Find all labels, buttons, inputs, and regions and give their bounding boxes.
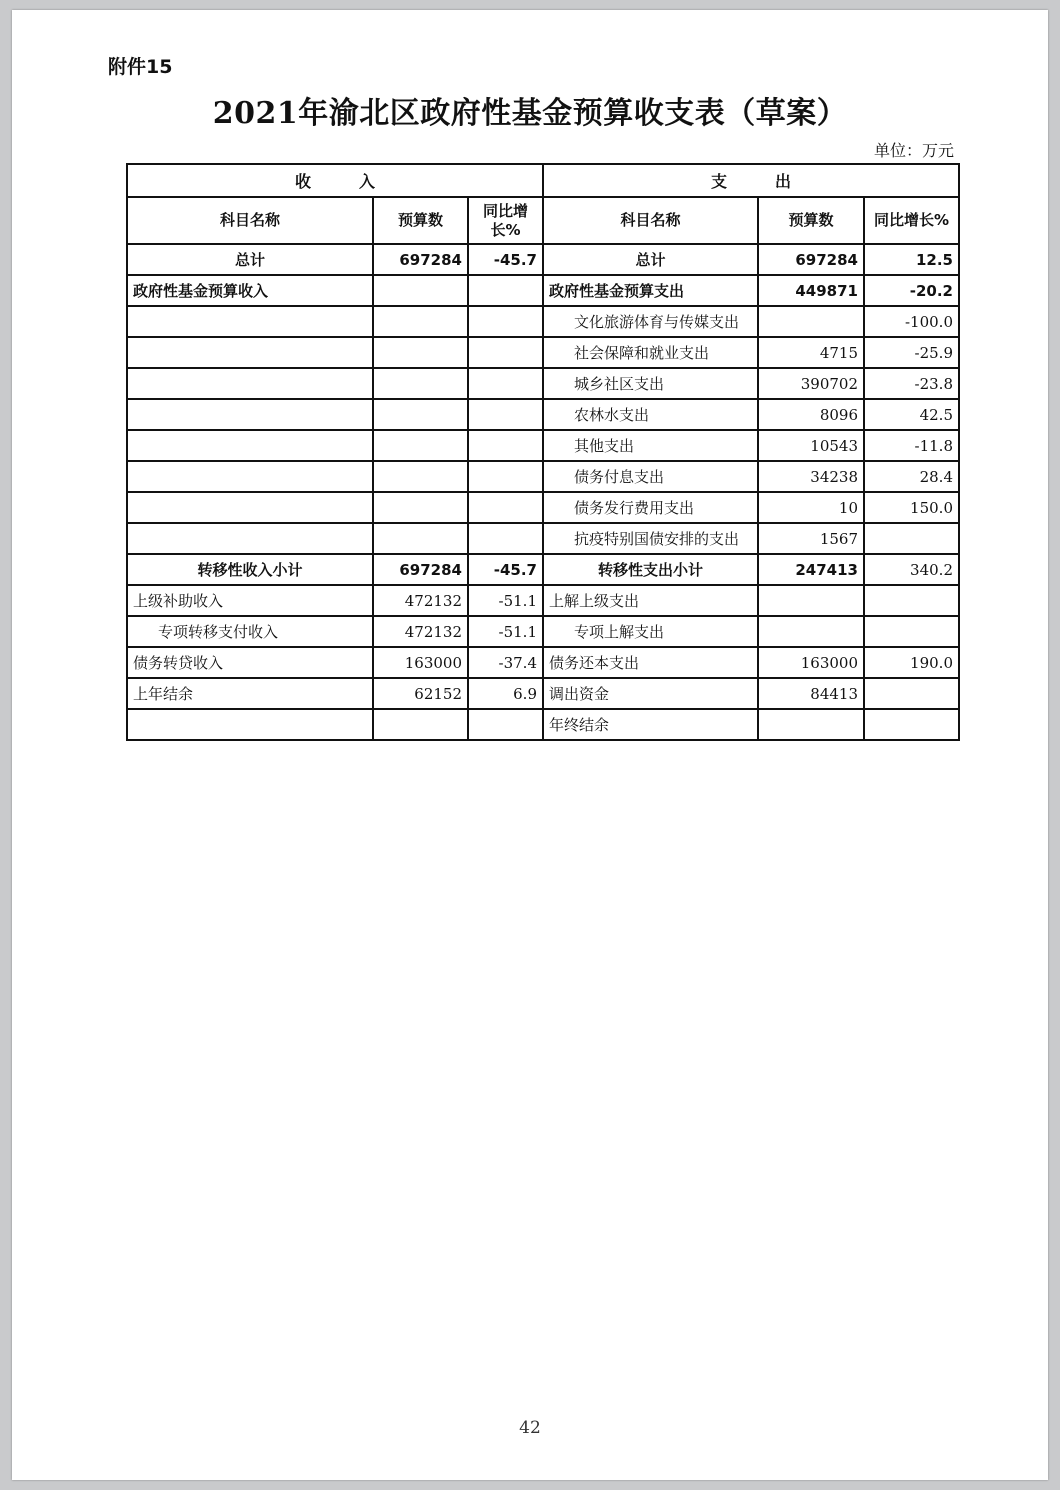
income-growth: 6.9 — [468, 678, 543, 709]
expense-subject: 年终结余 — [543, 709, 758, 740]
income-budget — [373, 337, 468, 368]
table-row — [127, 337, 959, 368]
income-budget — [373, 275, 468, 306]
expense-growth: -100.0 — [864, 306, 959, 337]
income-budget: 62152 — [373, 678, 468, 709]
table-row — [127, 430, 959, 461]
col-header-income-growth: 同比增长% — [468, 197, 543, 244]
col-header-income-subject: 科目名称 — [127, 197, 373, 244]
expense-growth: 190.0 — [864, 647, 959, 678]
table-row — [127, 585, 959, 616]
table-row — [127, 399, 959, 430]
expense-growth — [864, 616, 959, 647]
page-title: 2021年渝北区政府性基金预算收支表（草案） — [212, 96, 848, 131]
table-row — [127, 616, 959, 647]
expense-growth: 340.2 — [864, 554, 959, 585]
income-subject: 上级补助收入 — [127, 585, 373, 616]
income-subject: 上年结余 — [127, 678, 373, 709]
income-growth — [468, 709, 543, 740]
expense-budget: 163000 — [758, 647, 864, 678]
page-number: 42 — [519, 1418, 541, 1438]
expense-growth: 150.0 — [864, 492, 959, 523]
expense-growth: 28.4 — [864, 461, 959, 492]
income-growth — [468, 523, 543, 554]
expense-subject: 债务还本支出 — [543, 647, 758, 678]
expense-budget: 10543 — [758, 430, 864, 461]
income-budget — [373, 523, 468, 554]
expense-subject: 其他支出 — [543, 430, 758, 461]
expense-subject: 文化旅游体育与传媒支出 — [543, 306, 758, 337]
expense-subject: 农林水支出 — [543, 399, 758, 430]
income-growth — [468, 399, 543, 430]
income-budget: 163000 — [373, 647, 468, 678]
expense-subject: 债务付息支出 — [543, 461, 758, 492]
income-section-label: 收 入 — [127, 164, 543, 197]
income-growth — [468, 430, 543, 461]
income-budget — [373, 430, 468, 461]
col-header-expense-growth: 同比增长% — [864, 197, 959, 244]
expense-budget — [758, 585, 864, 616]
expense-growth — [864, 523, 959, 554]
income-budget — [373, 399, 468, 430]
expense-section-label: 支 出 — [543, 164, 959, 197]
income-subject — [127, 430, 373, 461]
income-budget — [373, 306, 468, 337]
income-growth — [468, 306, 543, 337]
expense-budget: 10 — [758, 492, 864, 523]
table-row — [127, 368, 959, 399]
expense-subject: 债务发行费用支出 — [543, 492, 758, 523]
expense-growth: -25.9 — [864, 337, 959, 368]
expense-budget: 697284 — [758, 244, 864, 275]
table-row — [127, 275, 959, 306]
col-header-expense-subject: 科目名称 — [543, 197, 758, 244]
expense-growth: -11.8 — [864, 430, 959, 461]
expense-subject: 社会保障和就业支出 — [543, 337, 758, 368]
expense-subject: 抗疫特别国债安排的支出 — [543, 523, 758, 554]
expense-subject: 转移性支出小计 — [543, 554, 758, 585]
table-row — [127, 647, 959, 678]
income-subject — [127, 306, 373, 337]
expense-budget — [758, 306, 864, 337]
section-header-row — [127, 164, 959, 197]
income-growth — [468, 368, 543, 399]
income-budget — [373, 709, 468, 740]
expense-budget: 1567 — [758, 523, 864, 554]
table-row — [127, 523, 959, 554]
income-subject — [127, 337, 373, 368]
expense-growth: 12.5 — [864, 244, 959, 275]
income-growth: -51.1 — [468, 585, 543, 616]
income-growth: -37.4 — [468, 647, 543, 678]
expense-subject: 城乡社区支出 — [543, 368, 758, 399]
expense-budget: 4715 — [758, 337, 864, 368]
income-subject — [127, 492, 373, 523]
expense-growth — [864, 709, 959, 740]
col-header-expense-budget: 预算数 — [758, 197, 864, 244]
income-growth — [468, 461, 543, 492]
table-row — [127, 678, 959, 709]
expense-budget: 247413 — [758, 554, 864, 585]
income-growth: -45.7 — [468, 244, 543, 275]
table-row — [127, 492, 959, 523]
income-budget — [373, 368, 468, 399]
income-growth: -45.7 — [468, 554, 543, 585]
expense-budget: 390702 — [758, 368, 864, 399]
column-header-row — [127, 197, 959, 244]
income-subject: 债务转贷收入 — [127, 647, 373, 678]
income-budget: 472132 — [373, 616, 468, 647]
expense-growth — [864, 678, 959, 709]
table-row — [127, 709, 959, 740]
income-budget — [373, 492, 468, 523]
income-subject: 政府性基金预算收入 — [127, 275, 373, 306]
income-budget: 697284 — [373, 244, 468, 275]
income-subject: 转移性收入小计 — [127, 554, 373, 585]
income-budget: 472132 — [373, 585, 468, 616]
expense-budget — [758, 616, 864, 647]
attachment-label: 附件15 — [108, 56, 173, 78]
expense-subject: 总计 — [543, 244, 758, 275]
budget-table — [126, 163, 960, 741]
expense-growth: -20.2 — [864, 275, 959, 306]
income-subject — [127, 368, 373, 399]
expense-growth — [864, 585, 959, 616]
income-subject: 专项转移支付收入 — [127, 616, 373, 647]
expense-subject: 调出资金 — [543, 678, 758, 709]
income-subject: 总计 — [127, 244, 373, 275]
income-budget: 697284 — [373, 554, 468, 585]
income-growth — [468, 492, 543, 523]
income-subject — [127, 523, 373, 554]
table-row-total — [127, 244, 959, 275]
expense-subject: 政府性基金预算支出 — [543, 275, 758, 306]
expense-budget — [758, 709, 864, 740]
expense-growth: -23.8 — [864, 368, 959, 399]
expense-growth: 42.5 — [864, 399, 959, 430]
income-growth: -51.1 — [468, 616, 543, 647]
income-growth — [468, 275, 543, 306]
expense-budget: 34238 — [758, 461, 864, 492]
income-subject — [127, 461, 373, 492]
income-growth — [468, 337, 543, 368]
income-budget — [373, 461, 468, 492]
expense-budget: 8096 — [758, 399, 864, 430]
table-row — [127, 461, 959, 492]
document-page — [12, 10, 1048, 1480]
unit-label: 单位：万元 — [873, 141, 954, 160]
expense-budget: 449871 — [758, 275, 864, 306]
expense-budget: 84413 — [758, 678, 864, 709]
income-subject — [127, 399, 373, 430]
col-header-income-budget: 预算数 — [373, 197, 468, 244]
table-row-subtotal — [127, 554, 959, 585]
income-subject — [127, 709, 373, 740]
expense-subject: 上解上级支出 — [543, 585, 758, 616]
table-row — [127, 306, 959, 337]
expense-subject: 专项上解支出 — [543, 616, 758, 647]
